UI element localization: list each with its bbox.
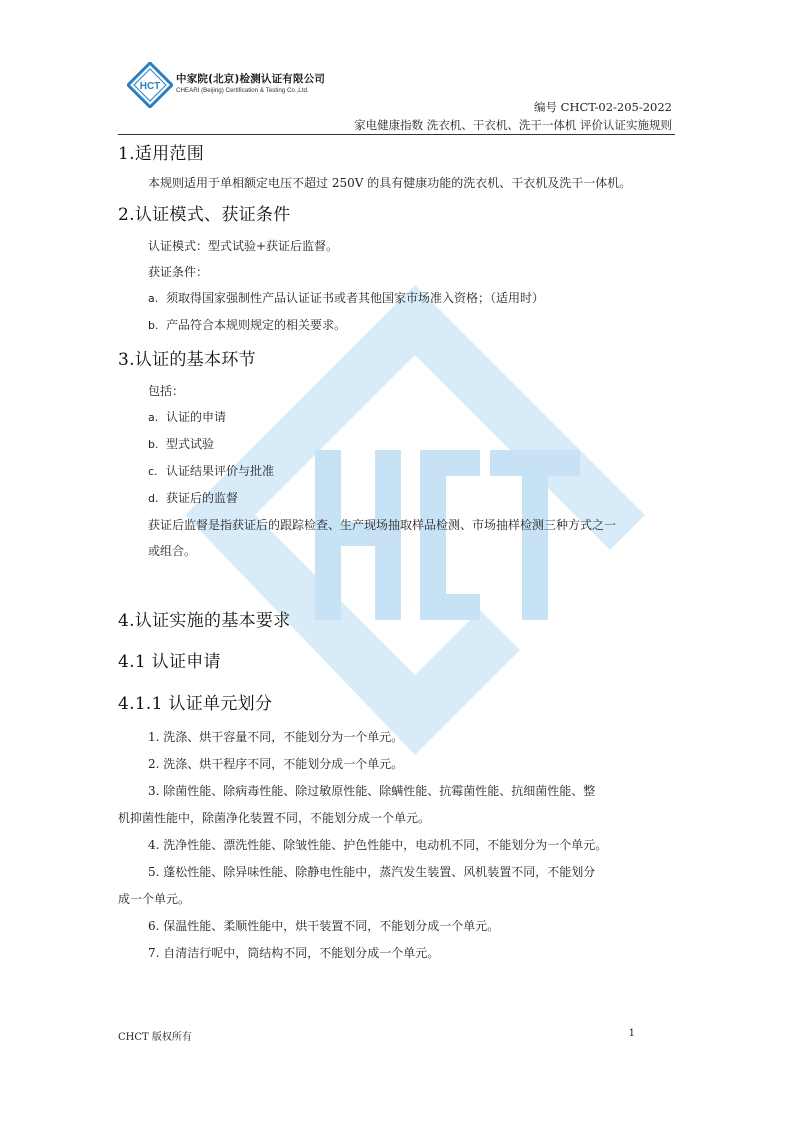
section-3-intro: 包括： [148, 384, 185, 398]
section-3-note-line2: 或组合。 [148, 544, 197, 558]
list-item [118, 485, 675, 512]
document-title: 家电健康指数 洗衣机、干衣机、洗干一体机 评价认证实施规则 [354, 118, 672, 132]
list-marker: a. [148, 411, 159, 424]
org-name-en: CHEARI (Beijing) Certification & Testing Co.,Ltd. [176, 86, 309, 94]
section-4-1-heading: 4.1 认证申请 [118, 652, 221, 672]
organization-name [176, 74, 325, 94]
list-item-line: 1. 洗涤、烘干容量不同，不能划分为一个单元。 [148, 730, 404, 744]
list-item-line: 7. 自清洁行呢中，筒结构不同，不能划分成一个单元。 [148, 946, 440, 960]
section-3-note-line1: 获证后监督是指获证后的跟踪检查、生产现场抽取样品检测、市场抽样检测三种方式之一 [148, 518, 617, 532]
list-item-text: 认证的申请 [166, 410, 227, 424]
section-4-1-1-heading: 4.1.1 认证单元划分 [118, 694, 273, 714]
header-rule [118, 134, 675, 135]
section-1-body: 本规则适用于单相额定电压不超过 250V 的具有健康功能的洗衣机、干衣机及洗干一体机。 [148, 176, 632, 190]
list-item [118, 458, 675, 485]
list-marker: b. [148, 438, 159, 451]
conditions-label: 获证条件： [148, 265, 209, 279]
list-item-line: 2. 洗涤、烘干程序不同，不能划分成一个单元。 [148, 757, 404, 771]
list-item-text: 型式试验 [166, 437, 215, 451]
list-item [118, 431, 675, 458]
list-item [118, 404, 675, 431]
list-item [118, 859, 675, 913]
list-item [118, 778, 675, 832]
list-item [118, 312, 675, 339]
list-item-line: 3. 除菌性能、除病毒性能、除过敏原性能、除螨性能、抗霉菌性能、抗细菌性能、整 [148, 784, 596, 798]
logo-text: HCT [139, 81, 161, 92]
list-item-line: 5. 蓬松性能、除异味性能、除静电性能中，蒸汽发生装置、风机装置不同，不能划分 [148, 865, 596, 879]
unit-division-list [118, 724, 675, 967]
section-2-heading: 2.认证模式、获证条件 [118, 205, 291, 225]
list-marker: b. [148, 319, 159, 332]
list-item-text: 须取得国家强制性产品认证证书或者其他国家市场准入资格；（适用时） [166, 291, 545, 305]
list-item-text: 获证后的监督 [166, 491, 239, 505]
list-item [118, 751, 675, 778]
certification-mode: 认证模式：型式试验+获证后监督。 [148, 239, 339, 253]
section-1-heading: 1.适用范围 [118, 144, 205, 164]
list-item [118, 832, 675, 859]
hct-logo [127, 62, 173, 108]
list-item [118, 724, 675, 751]
list-marker: c. [148, 465, 158, 478]
list-item-continuation: 机抑菌性能中，除菌净化装置不同，不能划分成一个单元。 [118, 811, 431, 825]
list-item [118, 940, 675, 967]
org-name-cn: 中家院(北京)检测认证有限公司 [176, 73, 326, 85]
list-item-continuation: 成一个单元。 [118, 892, 191, 906]
list-item-line: 4. 洗净性能、漂洗性能、除皱性能、护色性能中，电动机不同，不能划分为一个单元。 [148, 838, 608, 852]
document-code: 编号 CHCT-02-205-2022 [534, 100, 672, 114]
list-item [118, 285, 675, 312]
section-3-heading: 3.认证的基本环节 [118, 350, 256, 370]
list-item-text: 认证结果评价与批准 [166, 464, 275, 478]
list-item-line: 6. 保温性能、柔顺性能中，烘干装置不同，不能划分成一个单元。 [148, 919, 500, 933]
section-4-heading: 4.认证实施的基本要求 [118, 611, 291, 631]
page-number: 1 [628, 1028, 635, 1039]
footer-copyright: CHCT 版权所有 [118, 1032, 192, 1043]
list-item-text: 产品符合本规则规定的相关要求。 [166, 318, 347, 332]
list-item [118, 913, 675, 940]
document-body [118, 138, 675, 967]
list-marker: a. [148, 292, 159, 305]
list-marker: d. [148, 492, 159, 505]
